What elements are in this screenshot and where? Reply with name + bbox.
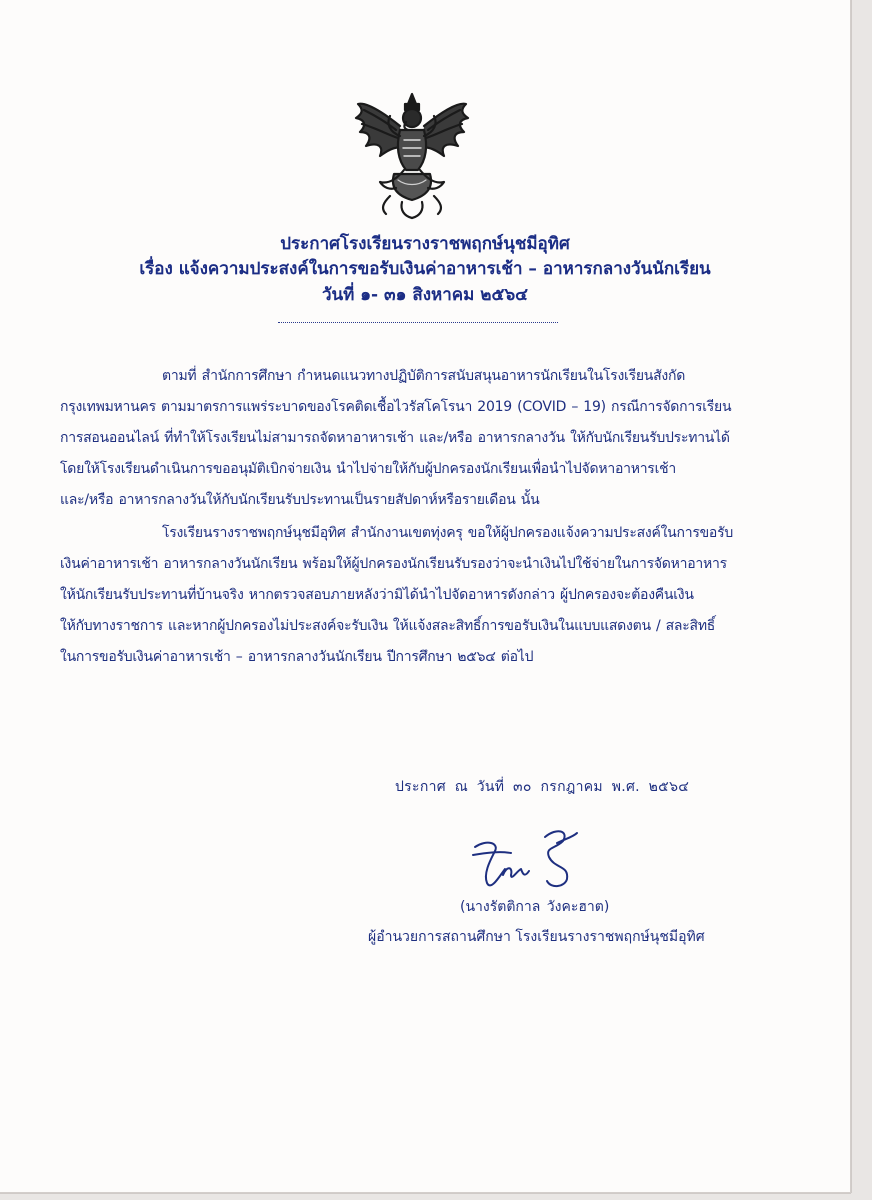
announcement-date-range: วันที่ ๑- ๓๑ สิงหาคม ๒๕๖๔ — [321, 285, 529, 305]
garuda-emblem — [350, 90, 475, 220]
announcement-date: ประกาศ ณ วันที่ ๓๐ กรกฎาคม พ.ศ. ๒๕๖๔ — [395, 779, 690, 795]
handwritten-signature — [465, 825, 595, 900]
signer-name: (นางรัตติกาล วังคะฮาต) — [460, 899, 610, 915]
paragraph-line: การสอนออนไลน์ ที่ทำให้โรงเรียนไม่สามารถจัดหาอาหารเช้า และ/หรือ อาหารกลางวัน ให้กับนักเรียนรับประทานได้ — [60, 430, 730, 446]
signer-title: ผู้อำนวยการสถานศึกษา โรงเรียนรางราชพฤกษ์นุชมีอุทิศ — [368, 929, 705, 945]
paragraph-line: โดยให้โรงเรียนดำเนินการขออนุมัติเบิกจ่ายเงิน นำไปจ่ายให้กับผู้ปกครองนักเรียนเพื่อนำไปจัดหาอาหารเช้า — [60, 461, 676, 477]
header-divider — [278, 322, 558, 323]
paragraph-line: ตามที่ สำนักการศึกษา กำหนดแนวทางปฏิบัติการสนับสนุนอาหารนักเรียนในโรงเรียนสังกัด — [162, 368, 686, 384]
paragraph-line: ให้นักเรียนรับประทานที่บ้านจริง หากตรวจสอบภายหลังว่ามิได้นำไปจัดอาหารดังกล่าว ผู้ปกครองจะต้องคืนเงิน — [60, 587, 694, 603]
paragraph-2 — [60, 518, 800, 673]
paragraph-line: ในการขอรับเงินค่าอาหารเช้า – อาหารกลางวันนักเรียน ปีการศึกษา ๒๕๖๔ ต่อไป — [60, 649, 534, 665]
announcement-heading: ประกาศโรงเรียนรางราชพฤกษ์นุชมีอุทิศ — [280, 234, 570, 254]
paragraph-line: ให้กับทางราชการ และหากผู้ปกครองไม่ประสงค์จะรับเงิน ให้แจ้งสละสิทธิ์การขอรับเงินในแบบแสดงตน / สละสิทธิ์ — [60, 618, 716, 634]
paragraph-1 — [60, 361, 800, 516]
paragraph-line: และ/หรือ อาหารกลางวันให้กับนักเรียนรับประทานเป็นรายสัปดาห์หรือรายเดือน นั้น — [60, 492, 540, 508]
paragraph-line: เงินค่าอาหารเช้า อาหารกลางวันนักเรียน พร้อมให้ผู้ปกครองนักเรียนรับรองว่าจะนำเงินไปใช้จ่ายในการจัดหาอาหาร — [60, 556, 727, 572]
paragraph-line: โรงเรียนรางราชพฤกษ์นุชมีอุทิศ สำนักงานเขตทุ่งครุ ขอให้ผู้ปกครองแจ้งความประสงค์ในการขอรับ — [162, 525, 733, 541]
announcement-subject: เรื่อง แจ้งความประสงค์ในการขอรับเงินค่าอาหารเช้า – อาหารกลางวันนักเรียน — [139, 259, 711, 279]
paragraph-line: กรุงเทพมหานคร ตามมาตรการแพร่ระบาดของโรคติดเชื้อไวรัสโคโรนา 2019 (COVID – 19) กรณีการจัดการเรียน — [60, 399, 732, 415]
